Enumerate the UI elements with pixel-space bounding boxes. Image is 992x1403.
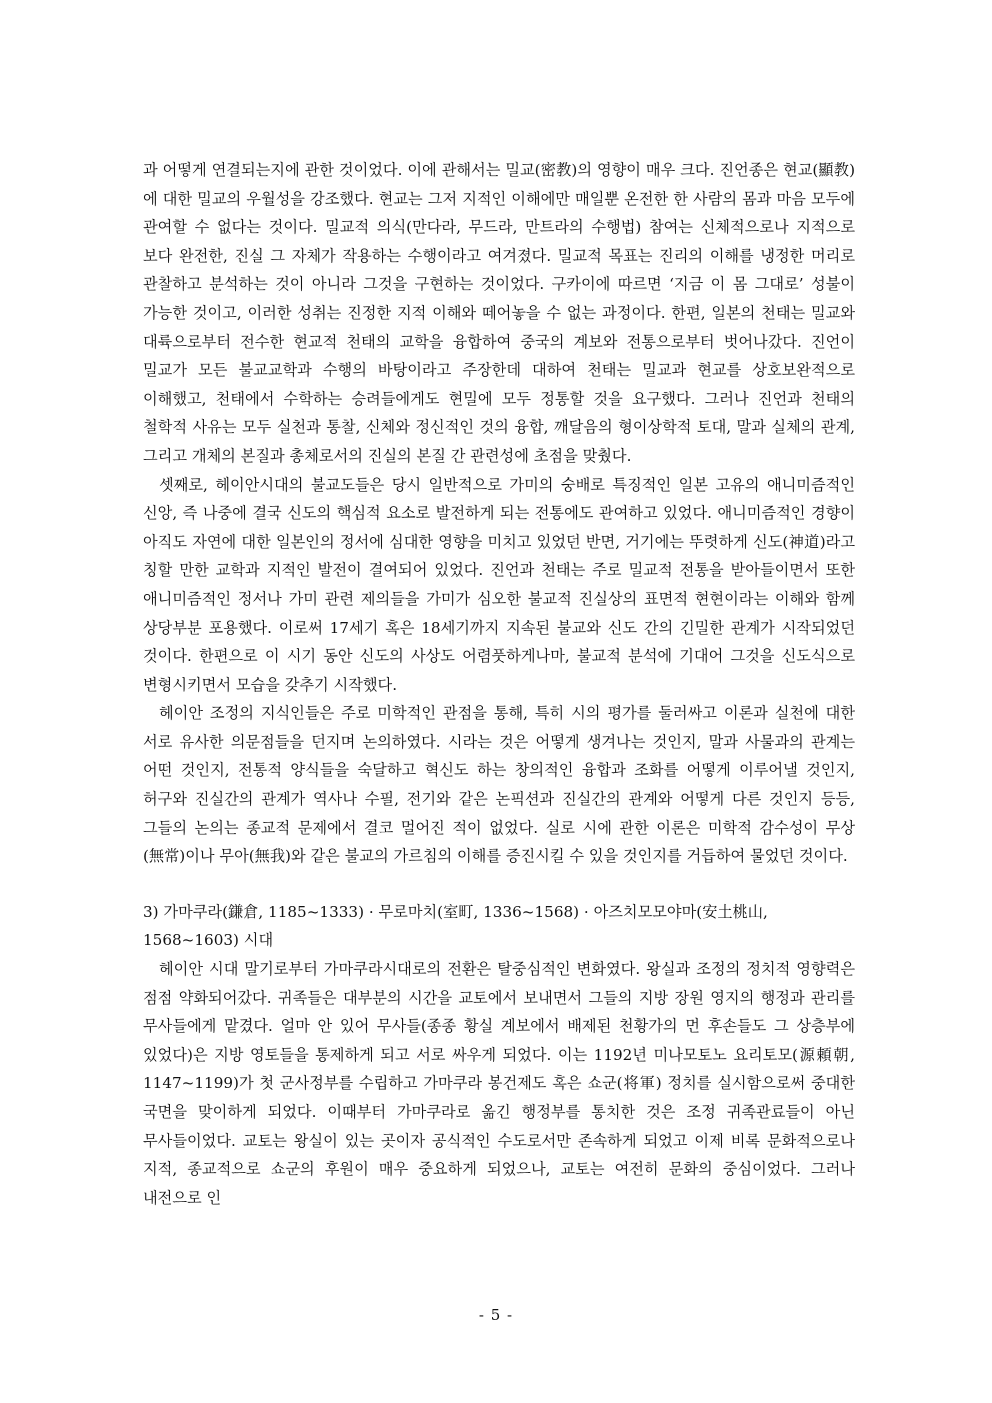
paragraph-shinto-animism: 셋째로, 헤이안시대의 불교도들은 당시 일반적으로 가미의 숭배로 특징적인 일본 고유의 애니미즘적인 신앙, 즉 나중에 결국 신도의 핵심적 요소로 발전하게 되는 전통에도 관여하고 있었다. 애니미즘적인 경향이 아직도 자연에 대한 일본인의 정서에 심대한 영향을 미치고 있었던 반면, 거기에는 뚜렷하게 신도(神道)라고 칭할 만한 교학과 지적인 발전이 결여되어 있었다. 진언과 천태는 주로 밀교적 전통을 받아들이면서 또한 애니미즘적인 정서나 가미 관련 제의들을 가미가 심오한 불교적 진실상의 표면적 현현이라는 이해와 함께 상당부분 포용했다. 이로써 17세기 혹은 18세기까지 지속된 불교와 신도 간의 긴밀한 관계가 시작되었던 것이다. 한편으로 이 시기 동안 신도의 사상도 어렴풋하게나마, 불교적 분석에 기대어 그것을 신도식으로 변형시키면서 모습을 갖추기 시작했다. [143,475,855,694]
page-number: - 5 - [478,1306,514,1324]
section-heading-line-2: 1568~1603) 시대 [143,931,274,950]
section-spacer [143,871,855,898]
paragraph-esoteric-buddhism: 과 어떻게 연결되는지에 관한 것이었다. 이에 관해서는 밀교(密教)의 영향이 매우 크다. 진언종은 현교(顯教)에 대한 밀교의 우월성을 강조했다. 현교는 그저 지적인 이해에만 매일뿐 온전한 한 사람의 몸과 마음 모두에 관여할 수 없다는 것이다. 밀교적 의식(만다라, 무드라, 만트라의 수행법) 참여는 신체적으로나 지적으로 보다 완전한, 진실 그 자체가 작용하는 수행이라고 여겨졌다. 밀교적 목표는 진리의 이해를 냉정한 머리로 관찰하고 분석하는 것이 아니라 그것을 구현하는 것이었다. 구카이에 따르면 ‘지금 이 몸 그대로’ 성불이 가능한 것이고, 이러한 성취는 진정한 지적 이해와 떼어놓을 수 없는 과정이다. 한편, 일본의 천태는 밀교와 대륙으로부터 전수한 현교적 천태의 교학을 융합하여 중국의 계보와 전통으로부터 벗어나갔다. 진언이 밀교가 모든 불교교학과 수행의 바탕이라고 주장한데 대하여 천태는 밀교과 현교를 상호보완적으로 이해했고, 천태에서 수학하는 승려들에게도 현밀에 모두 정통할 것을 요구했다. 그러나 진언과 천태의 철학적 사유는 모두 실천과 통찰, 신체와 정신적인 것의 융합, 깨달음의 형이상학적 토대, 말과 실체의 관계, 그리고 개체의 본질과 총체로서의 진실의 본질 간 관련성에 초점을 맞췄다. [143,161,855,465]
section-heading-line-1: 3) 가마쿠라(鎌倉, 1185~1333) · 무로마치(室町, 1336~1568) · 아즈치모모야마(安土桃山, [143,902,768,921]
paragraph-heian-aesthetics: 헤이안 조정의 지식인들은 주로 미학적인 관점을 통해, 특히 시의 평가를 둘러싸고 이론과 실천에 대한 서로 유사한 의문점들을 던지며 논의하였다. 시라는 것은 어떻게 생겨나는 것인지, 말과 사물과의 관계는 어떤 것인지, 전통적 양식들을 숙달하고 혁신도 하는 창의적인 융합과 조화를 어떻게 이루어낼 것인지, 허구와 진실간의 관계가 역사나 수필, 전기와 같은 논픽션과 진실간의 관계와 어떻게 다른 것인지 등등, 그들의 논의는 종교적 문제에서 결코 멀어진 적이 없었다. 실로 시에 관한 이론은 미학적 감수성이 무상(無常)이나 무아(無我)와 같은 불교의 가르침의 이해를 증진시킬 수 있을 것인지를 거듭하여 물었던 것이다. [143,704,855,866]
section-heading [143,898,855,955]
paragraph-kamakura-transition: 헤이안 시대 말기로부터 가마쿠라시대로의 전환은 탈중심적인 변화였다. 왕실과 조정의 정치적 영향력은 점점 약화되어갔다. 귀족들은 대부분의 시간을 교토에서 보내면서 그들의 지방 장원 영지의 행정과 관리를 무사들에게 맡겼다. 얼마 안 있어 무사들(종종 황실 계보에서 배제된 천황가의 먼 후손들도 그 상층부에 있었다)은 지방 영토들을 통제하게 되고 서로 싸우게 되었다. 이는 1192년 미나모토노 요리토모(源頼朝, 1147~1199)가 첫 군사정부를 수립하고 가마쿠라 봉건제도 혹은 쇼군(将軍) 정치를 실시함으로써 중대한 국면을 맞이하게 되었다. 이때부터 가마쿠라로 옮긴 행정부를 통치한 것은 조정 귀족관료들이 아닌 무사들이었다. 교토는 왕실이 있는 곳이자 공식적인 수도로서만 존속하게 되었고 이제 비록 문화적으로나 지적, 종교적으로 쇼군의 후원이 매우 중요하게 되었으나, 교토는 여전히 문화의 중심이었다. 그러나 내전으로 인 [143,960,855,1207]
body-text [143,156,855,1212]
